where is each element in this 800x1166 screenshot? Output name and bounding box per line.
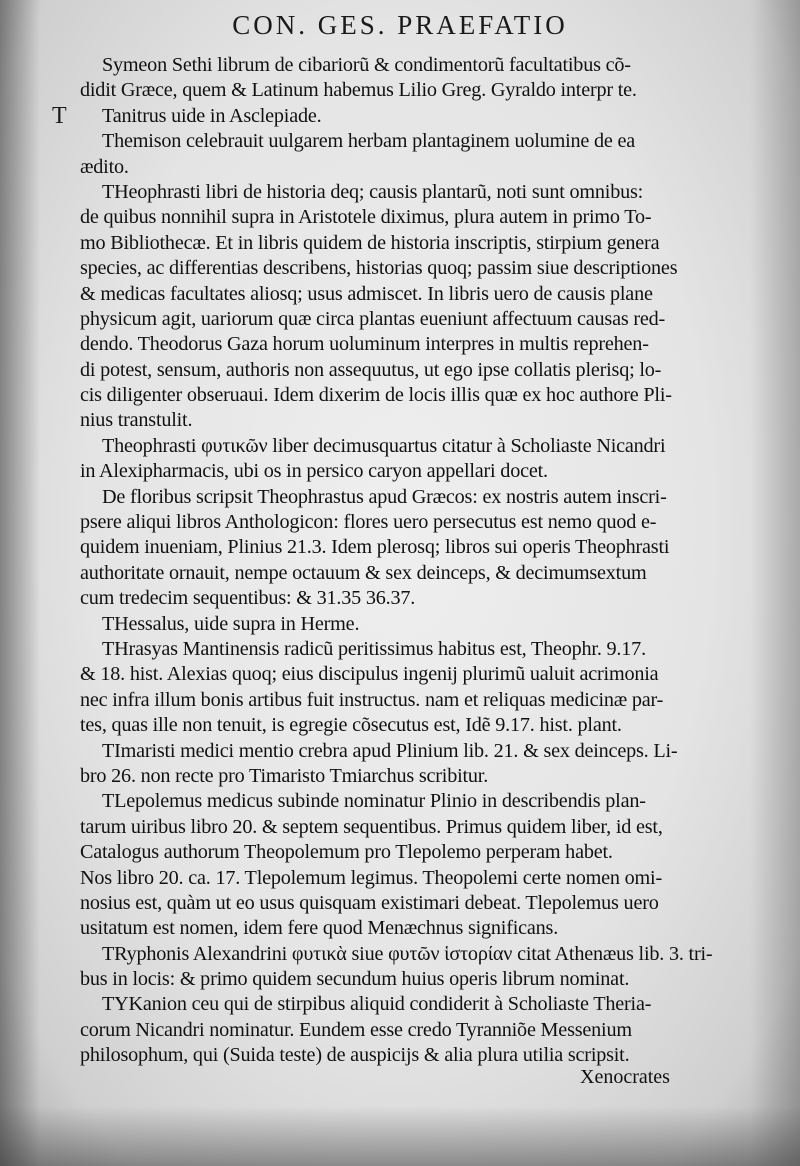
text-line: de quibus nonnihil supra in Aristotele diximus, plura autem in primo To- [80, 206, 652, 229]
text-line: psere aliqui libros Anthologicon: flores uero persecutus est nemo quod e- [80, 511, 657, 534]
text-line: Symeon Sethi librum de cibariorũ & condimentorũ facultatibus cõ- [102, 54, 631, 76]
body-text [80, 53, 740, 1069]
text-line: cis diligenter obseruaui. Idem dixerim de locis illis quæ ex hoc authore Pli- [80, 384, 672, 407]
text-line: & 18. hist. Alexias quoq; eius discipulus ingenij plurimũ ualuit acrimonia [80, 663, 659, 686]
text-line: TYKanion ceu qui de stirpibus aliquid condiderit à Scholiaste Theria- [102, 993, 652, 1016]
text-line: TRyphonis Alexandrini φυτικὰ siue φυτῶν ἱστορίαν citat Athenæus lib. 3. tri- [102, 942, 713, 965]
text-line: Catalogus authorum Theopolemum pro Tlepolemo perperam habet. [80, 841, 613, 864]
text-line: di potest, sensum, authoris non assequutus, ut ego ipse collatis plerisq; lo- [80, 358, 662, 381]
text-line: physicum agit, uariorum quæ circa plantas eueniunt affectuum causas red- [80, 307, 666, 330]
text-line: tarum uiribus libro 20. & septem sequentibus. Primus quidem liber, id est, [80, 815, 663, 838]
text-line: authoritate ornauit, nempe octauum & sex deinceps, & decimumsextum [80, 561, 647, 584]
text-line: bus in locis: & primo quidem secundum huius operis librum nominat. [80, 968, 630, 991]
text-line: Tanitrus uide in Asclepiade. [102, 104, 322, 127]
text-line: cum tredecim sequentibus: & 31.35 36.37. [80, 587, 416, 610]
text-line: corum Nicandri nominatur. Eundem esse credo Tyranniõe Messenium [80, 1018, 632, 1041]
text-line: De floribus scripsit Theophrastus apud Græcos: ex nostris autem inscri- [102, 485, 667, 508]
text-line: species, ac differentias describens, historias quoq; passim siue descriptiones [80, 257, 678, 280]
text-line: TLepolemus medicus subinde nominatur Plinio in describendis plan- [102, 790, 646, 813]
text-line: didit Græce, quem & Latinum habemus Lilio Greg. Gyraldo interpr te. [80, 79, 637, 102]
text-line: Nos libro 20. ca. 17. Tlepolemum legimus. Theopolemi certe nomen omi- [80, 866, 662, 889]
text-line: ædito. [80, 155, 129, 178]
text-line: TImaristi medici mentio crebra apud Plinium lib. 21. & sex deinceps. Li- [102, 739, 678, 762]
text-line: Theophrasti φυτικῶν liber decimusquartus citatur à Scholiaste Nicandri [102, 434, 666, 457]
text-line: & medicas facultates aliosq; usus admiscet. In libris uero de causis plane [80, 282, 653, 305]
bottom-shadow [0, 1106, 800, 1166]
text-line: nius transtulit. [80, 409, 193, 432]
running-header: CON. GES. PRAEFATIO [232, 10, 568, 40]
text-line: in Alexipharmacis, ubi os in persico caryon appellari docet. [80, 460, 548, 483]
text-line: Themison celebrauit uulgarem herbam plantaginem uolumine de ea [102, 130, 636, 153]
gutter-shadow [0, 0, 40, 1166]
text-line: tes, quas ille non tenuit, is egregie cõsecutus est, Idẽ 9.17. hist. plant. [80, 714, 622, 737]
text-line: THeophrasti libri de historia deq; causis plantarũ, noti sunt omnibus: [102, 180, 644, 203]
margin-letter: T [52, 103, 67, 129]
text-line: dendo. Theodorus Gaza horum uoluminum interpres in multis reprehen- [80, 333, 649, 356]
text-line: usitatum est nomen, idem fere quod Menæchnus significans. [80, 917, 559, 940]
text-line: mo Bibliothecæ. Et in libris quidem de historia inscriptis, stirpium genera [80, 231, 660, 254]
text-line: nec infra illum bonis artibus fuit instructus. nam et reliquas medicinæ par- [80, 688, 664, 711]
text-line: THessalus, uide supra in Herme. [102, 612, 360, 635]
edge-shadow [750, 0, 800, 1166]
catchword: Xenocrates [580, 1066, 670, 1088]
text-line: nosius est, quàm ut eo usus quisquam existimari debeat. Tlepolemus uero [80, 891, 659, 914]
text-line: philosophum, qui (Suida teste) de auspicijs & alia plura utilia scripsit. [80, 1044, 630, 1067]
text-line: quidem inueniam, Plinius 21.3. Idem plerosq; libros sui operis Theophrasti [80, 536, 670, 559]
text-line: THrasyas Mantinensis radicũ peritissimus habitus est, Theophr. 9.17. [102, 637, 646, 660]
text-line: bro 26. non recte pro Timaristo Tmiarchus scribitur. [80, 764, 489, 787]
